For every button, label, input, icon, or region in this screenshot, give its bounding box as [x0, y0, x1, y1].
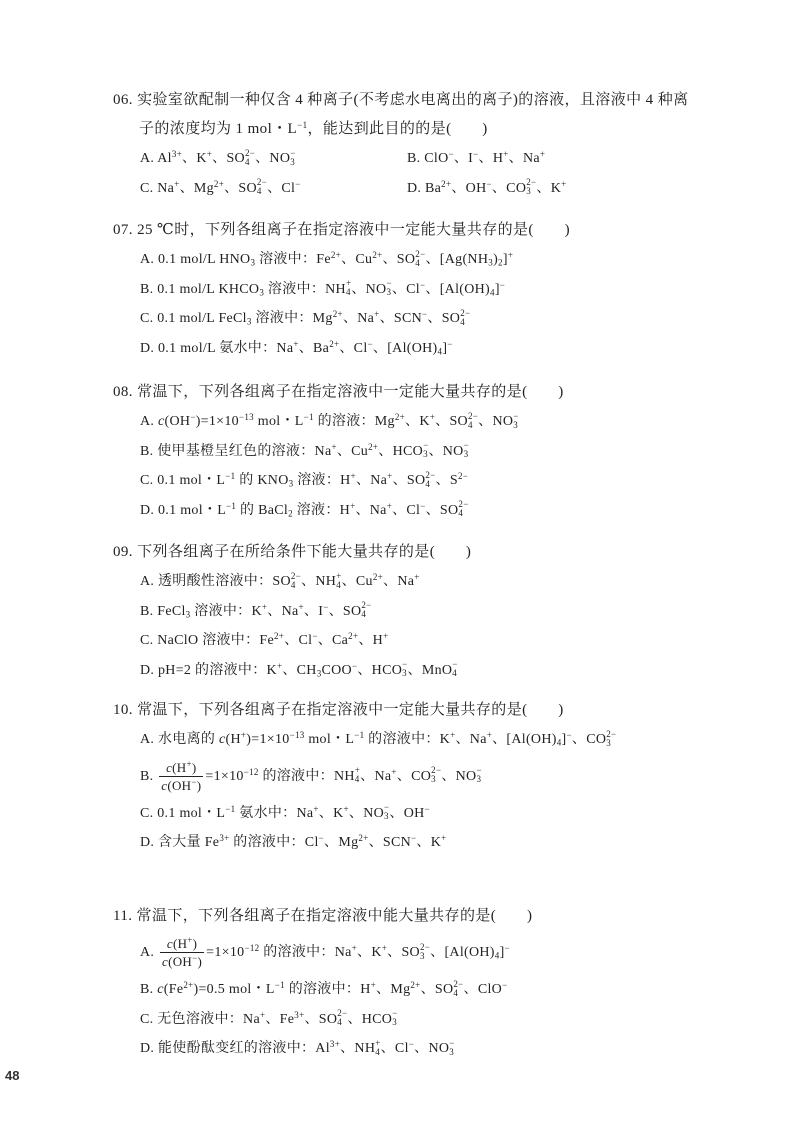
option-a: A. 水电离的 $c(H^+)=1\times 10^{-13}$ mol・$L^{-1}$ 的溶液中：K+、Na+、$[Al(OH)_4]^-$、CO 2− 3: [140, 728, 617, 748]
subscript: 4: [336, 579, 342, 590]
superscript: +: [383, 631, 389, 642]
superscript: 2−: [458, 499, 469, 510]
superscript: +: [370, 980, 377, 991]
subscript: 3: [316, 668, 322, 679]
superscript: 2+: [348, 631, 359, 642]
superscript: +: [186, 758, 192, 769]
superscript: −: [449, 1037, 455, 1048]
subscript: 3: [402, 668, 407, 679]
option-a: A. $\frac{c(H^+)}{c(OH^-)}$ $=1\times 10^{-12}$ 的溶液中：Na+、K+、SO 2− 3 、$[Al(OH)_4]^-$: [140, 935, 510, 970]
question-stem: 10. 常温下，下列各组离子在指定溶液中一定能大量共存的是( ): [113, 702, 564, 718]
superscript: 2−: [425, 469, 436, 480]
sub-superscript: [425, 471, 435, 489]
sub-superscript: [386, 279, 391, 297]
subscript: 4: [361, 609, 367, 620]
superscript: −1: [225, 471, 236, 482]
superscript: −: [386, 278, 392, 289]
superscript: +: [298, 601, 304, 612]
subscript: 3: [185, 609, 191, 620]
superscript: −: [513, 410, 519, 421]
question-07: [113, 216, 703, 363]
superscript: +: [336, 570, 342, 581]
subscript: 3: [288, 478, 294, 489]
sub-superscript: [346, 279, 351, 297]
question-stem: 06. 实验室欲配制一种仅含 4 种离子(不考虑水电离出的离子)的溶液，且溶液中 4 种离子的浓度均为 1 mol・$L^{-1}$，能达到此目的的是( ): [113, 92, 689, 137]
superscript: −: [420, 279, 426, 290]
superscript: 2−: [467, 410, 479, 421]
superscript: −: [486, 178, 492, 189]
sub-superscript: [355, 766, 360, 784]
superscript: −: [473, 149, 479, 160]
superscript: −: [190, 412, 196, 423]
fraction: [159, 759, 203, 794]
fraction-numerator: c(H+): [159, 759, 203, 777]
fraction-denominator: c(OH−): [162, 953, 203, 970]
superscript: +: [259, 1009, 266, 1020]
option-row: [140, 174, 703, 204]
option-b: B. 使甲基橙呈红色的溶液：Na+、$Cu^{2+}$、HCO − 3 、NO − 3: [140, 440, 469, 460]
superscript: −: [367, 338, 373, 349]
superscript: −: [504, 943, 510, 954]
superscript: −1: [303, 412, 314, 423]
superscript: +: [561, 178, 567, 189]
superscript: −: [447, 338, 453, 349]
subscript: 2: [288, 508, 293, 519]
superscript: −12: [244, 943, 260, 954]
superscript: 2+: [372, 572, 384, 583]
subscript: 4: [490, 287, 495, 298]
superscript: −: [312, 631, 318, 642]
superscript: −: [463, 440, 469, 451]
superscript: −1: [225, 803, 236, 814]
superscript: +: [391, 766, 397, 777]
question-11: [113, 902, 703, 1064]
option-b: B. 0.1 mol/L $KHCO_3$ 溶液中：NH + 4 、NO − 3 、Cl−、$[Al(OH)_4]^-$: [140, 278, 506, 298]
question-stem: 09. 下列各组离子在所给条件下能大量共存的是( ): [113, 544, 472, 560]
sub-superscript: [420, 943, 430, 961]
sub-superscript: [453, 980, 463, 998]
sub-superscript: [606, 730, 616, 748]
superscript: +: [381, 943, 388, 954]
sub-superscript: [423, 441, 428, 459]
superscript: −: [351, 660, 358, 671]
superscript: 2+: [394, 412, 406, 423]
superscript: 2+: [410, 980, 421, 991]
superscript: +: [414, 572, 420, 583]
fraction: [160, 935, 204, 970]
italic-variable: c: [219, 732, 226, 747]
superscript: 2−: [606, 728, 617, 739]
italic-variable: c: [158, 414, 165, 429]
superscript: +: [387, 471, 393, 482]
sub-superscript: [375, 1039, 380, 1057]
superscript: −: [323, 601, 329, 612]
subscript: 4: [244, 156, 250, 167]
subscript: 4: [337, 1017, 343, 1028]
superscript: −: [566, 730, 572, 741]
question-stem: 08. 常温下，下列各组离子在指定溶液中一定能大量共存的是( ): [113, 384, 564, 400]
superscript: +: [374, 309, 380, 320]
option-c: C. NaClO 溶液中：$Fe^{2+}$、Cl−、$Ca^{2+}$、H+: [140, 631, 389, 648]
superscript: 2−: [526, 177, 537, 188]
subscript: 4: [345, 287, 351, 298]
superscript: 3+: [219, 833, 230, 844]
option-d: D. pH=2 的溶液中：K+、$CH_3COO^-$、HCO − 3 、MnO − 4: [140, 659, 458, 679]
option-b: B. $c(Fe^{2+})=0.5$ mol・$L^{-1}$ 的溶液中：H+、$Mg^{2+}$、SO 2− 4 、ClO−: [140, 978, 508, 998]
superscript: 2−: [419, 941, 431, 952]
subscript: 3: [488, 257, 494, 268]
option-b: B. ClO−、I−、H+、Na+: [407, 149, 546, 166]
superscript: 2−: [453, 978, 464, 989]
superscript: −: [448, 149, 454, 160]
subscript: 3: [386, 287, 392, 298]
italic-variable: c: [157, 982, 164, 997]
superscript: +: [539, 149, 546, 160]
superscript: +: [450, 730, 456, 741]
superscript: −12: [243, 766, 259, 777]
superscript: 2+: [183, 980, 194, 991]
superscript: +: [240, 730, 247, 741]
superscript: +: [206, 149, 213, 160]
superscript: 2−: [431, 765, 442, 776]
subscript: 4: [354, 774, 360, 785]
option-c: C. 0.1 mol・$L^{-1}$ 氨水中：Na+、K+、NO − 3 、OH−: [140, 802, 430, 822]
superscript: +: [354, 765, 361, 776]
superscript: −: [392, 1008, 398, 1019]
sub-superscript: [384, 803, 389, 821]
option-a: A. $Al^{3+}$、K+、SO 2− 4 、NO − 3: [140, 147, 296, 167]
subscript: 3: [449, 1046, 455, 1057]
subscript: 4: [453, 987, 459, 998]
subscript: 3: [290, 156, 296, 167]
italic-variable: c: [166, 936, 173, 952]
italic-variable: c: [161, 777, 168, 793]
subscript: 3: [463, 449, 469, 460]
superscript: −: [191, 776, 197, 787]
subscript: 4: [415, 257, 421, 268]
option-a: A. 0.1 mol/L $HNO_3$ 溶液中：$Fe^{2+}$、$Cu^{2+}$、SO 2− 4 、$[Ag(NH_3)_2]^+$: [140, 248, 514, 268]
page-number: 48: [5, 1068, 20, 1083]
superscript: +: [187, 935, 193, 946]
question-09: [113, 538, 703, 685]
sub-superscript: [464, 441, 469, 459]
sub-superscript: [336, 572, 341, 590]
superscript: 3+: [329, 1039, 341, 1050]
superscript: −13: [238, 412, 254, 423]
superscript: +: [486, 730, 493, 741]
superscript: −1: [354, 730, 365, 741]
sub-superscript: [449, 1039, 454, 1057]
superscript: −: [420, 500, 426, 511]
subscript: 3: [384, 811, 389, 822]
subscript: 3: [250, 257, 256, 268]
superscript: 2−: [244, 147, 256, 158]
superscript: −: [422, 309, 428, 320]
superscript: −: [499, 279, 506, 290]
superscript: +: [276, 660, 283, 671]
subscript: 4: [494, 950, 500, 961]
superscript: +: [375, 1037, 381, 1048]
option-c: C. Na+、$Mg^{2+}$、SO 2− 4 、Cl−: [140, 177, 301, 197]
superscript: −1: [226, 500, 237, 511]
superscript: 2−: [337, 1008, 348, 1019]
option-c: C. 0.1 mol・$L^{-1}$ 的 $KNO_3$ 溶液：H+、Na+、SO 2− 4 、$S^{2-}$: [140, 469, 469, 489]
superscript: 2+: [329, 338, 340, 349]
superscript: +: [174, 178, 180, 189]
option-b: B. $\frac{c(H^+)}{c(OH^-)}$ $=1\times 10^{-12}$ 的溶液中：NH + 4 、Na+、CO 2− 3 、NO − 3: [140, 758, 482, 793]
question-08: [113, 378, 703, 525]
superscript: +: [441, 833, 447, 844]
superscript: 2−: [415, 248, 426, 259]
option-c: C. 0.1 mol/L FeCl$_3$ 溶液中：$Mg^{2+}$、Na+、SCN−、SO 2− 4: [140, 307, 471, 327]
subscript: 4: [556, 737, 562, 748]
sub-superscript: [526, 178, 536, 196]
superscript: 2+: [372, 250, 383, 261]
subscript: 3: [526, 186, 532, 197]
option-d: D. $Ba^{2+}$、OH−、CO 2− 3 、K+: [407, 177, 567, 197]
superscript: 3+: [294, 1009, 305, 1020]
superscript: 2+: [368, 441, 379, 452]
sub-superscript: [245, 149, 255, 167]
sub-superscript: [361, 601, 371, 619]
superscript: −13: [289, 730, 305, 741]
fraction-denominator: c(OH−): [161, 776, 202, 793]
superscript: +: [507, 250, 514, 261]
subscript: 3: [423, 449, 428, 460]
sub-superscript: [458, 500, 468, 518]
superscript: 2−: [256, 177, 268, 188]
superscript: +: [350, 471, 356, 482]
sub-superscript: [460, 309, 470, 327]
subscript: 4: [437, 346, 443, 357]
italic-variable: c: [162, 954, 169, 970]
option-d: D. 0.1 mol・$L^{-1}$ 的 BaCl$_2$ 溶液：H+、Na+、Cl−、SO 2− 4: [140, 499, 469, 519]
superscript: 3+: [171, 149, 183, 160]
superscript: 2−: [457, 471, 469, 482]
subscript: 3: [419, 950, 425, 961]
sub-superscript: [513, 412, 518, 430]
subscript: 2: [498, 257, 503, 268]
superscript: −: [452, 659, 458, 670]
option-c: C. 无色溶液中：Na+、$Fe^{3+}$、SO 2− 4 、HCO − 3: [140, 1008, 398, 1028]
superscript: +: [429, 412, 436, 423]
subscript: 4: [290, 579, 296, 590]
superscript: +: [293, 338, 299, 349]
option-row: [140, 144, 703, 174]
superscript: +: [313, 803, 319, 814]
subscript: 3: [431, 774, 436, 785]
option-d: D. 0.1 mol/L 氨水中：Na+、$Ba^{2+}$、Cl−、$[Al(OH)_4]^-$: [140, 338, 453, 357]
superscript: −: [476, 765, 482, 776]
superscript: 2+: [441, 178, 452, 189]
question-stem: 07. 25 ℃时，下列各组离子在指定溶液中一定能大量共存的是( ): [113, 222, 571, 238]
subscript: 3: [606, 737, 612, 748]
superscript: −: [384, 802, 390, 813]
subscript: 4: [467, 419, 473, 430]
option-d: D. 含大量 $Fe^{3+}$ 的溶液中：Cl−、$Mg^{2+}$、SCN−、K+: [140, 833, 447, 850]
superscript: −: [408, 1039, 415, 1050]
fraction-numerator: c(H+): [160, 935, 204, 953]
sub-superscript: [402, 660, 407, 678]
subscript: 3: [513, 419, 519, 430]
subscript: 4: [460, 316, 465, 327]
subscript: 3: [246, 316, 252, 327]
sub-superscript: [452, 660, 457, 678]
option-a: A. $c(OH^-)=1\times 10^{-13}$ mol・$L^{-1}$ 的溶液：$Mg^{2+}$、K+、SO 2− 4 、NO − 3: [140, 410, 519, 430]
superscript: −: [502, 980, 508, 991]
superscript: −: [318, 833, 325, 844]
subscript: 4: [375, 1046, 381, 1057]
sub-superscript: [290, 149, 295, 167]
superscript: +: [350, 500, 356, 511]
subscript: 3: [476, 774, 482, 785]
sub-superscript: [468, 412, 478, 430]
question-06: [113, 86, 703, 203]
superscript: −1: [297, 120, 308, 131]
superscript: 2+: [332, 309, 343, 320]
superscript: −1: [274, 980, 285, 991]
superscript: 2+: [213, 178, 225, 189]
question-stem: 11. 常温下，下列各组离子在指定溶液中能大量共存的是( ): [113, 908, 533, 924]
superscript: −: [402, 659, 408, 670]
superscript: +: [503, 149, 509, 160]
superscript: +: [343, 803, 349, 814]
subscript: 3: [259, 287, 265, 298]
option-d: D. 能使酚酞变红的溶液中：$Al^{3+}$、NH + 4 、Cl−、NO − 3: [140, 1037, 455, 1057]
superscript: −: [423, 440, 429, 451]
superscript: +: [351, 943, 358, 954]
sub-superscript: [257, 178, 267, 196]
question-10: [113, 696, 703, 858]
superscript: −: [192, 953, 198, 964]
sub-superscript: [392, 1009, 397, 1027]
sub-superscript: [337, 1009, 347, 1027]
italic-variable: c: [166, 759, 173, 775]
subscript: 4: [458, 508, 464, 519]
option-a: A. 透明酸性溶液中：SO 2− 4 、NH + 4 、$Cu^{2+}$、Na+: [140, 570, 420, 590]
sub-superscript: [415, 250, 425, 268]
superscript: −: [290, 147, 296, 158]
superscript: 2+: [274, 631, 285, 642]
superscript: 2−: [460, 307, 471, 318]
sub-superscript: [291, 572, 301, 590]
sub-superscript: [431, 766, 441, 784]
superscript: 2−: [361, 600, 372, 611]
subscript: 3: [392, 1017, 398, 1028]
superscript: +: [261, 601, 268, 612]
superscript: +: [331, 441, 337, 452]
sub-superscript: [476, 766, 481, 784]
superscript: 2+: [358, 833, 369, 844]
option-grid: [140, 144, 703, 203]
superscript: 2+: [330, 250, 342, 261]
subscript: 4: [452, 668, 458, 679]
superscript: 2−: [290, 570, 302, 581]
superscript: −: [411, 833, 417, 844]
superscript: −: [295, 178, 301, 189]
superscript: +: [345, 278, 352, 289]
subscript: 4: [425, 478, 431, 489]
option-b: B. FeCl$_3$ 溶液中：K+、Na+、I−、SO 2− 4: [140, 600, 372, 620]
superscript: +: [386, 500, 393, 511]
subscript: 4: [256, 186, 262, 197]
superscript: −: [424, 803, 430, 814]
